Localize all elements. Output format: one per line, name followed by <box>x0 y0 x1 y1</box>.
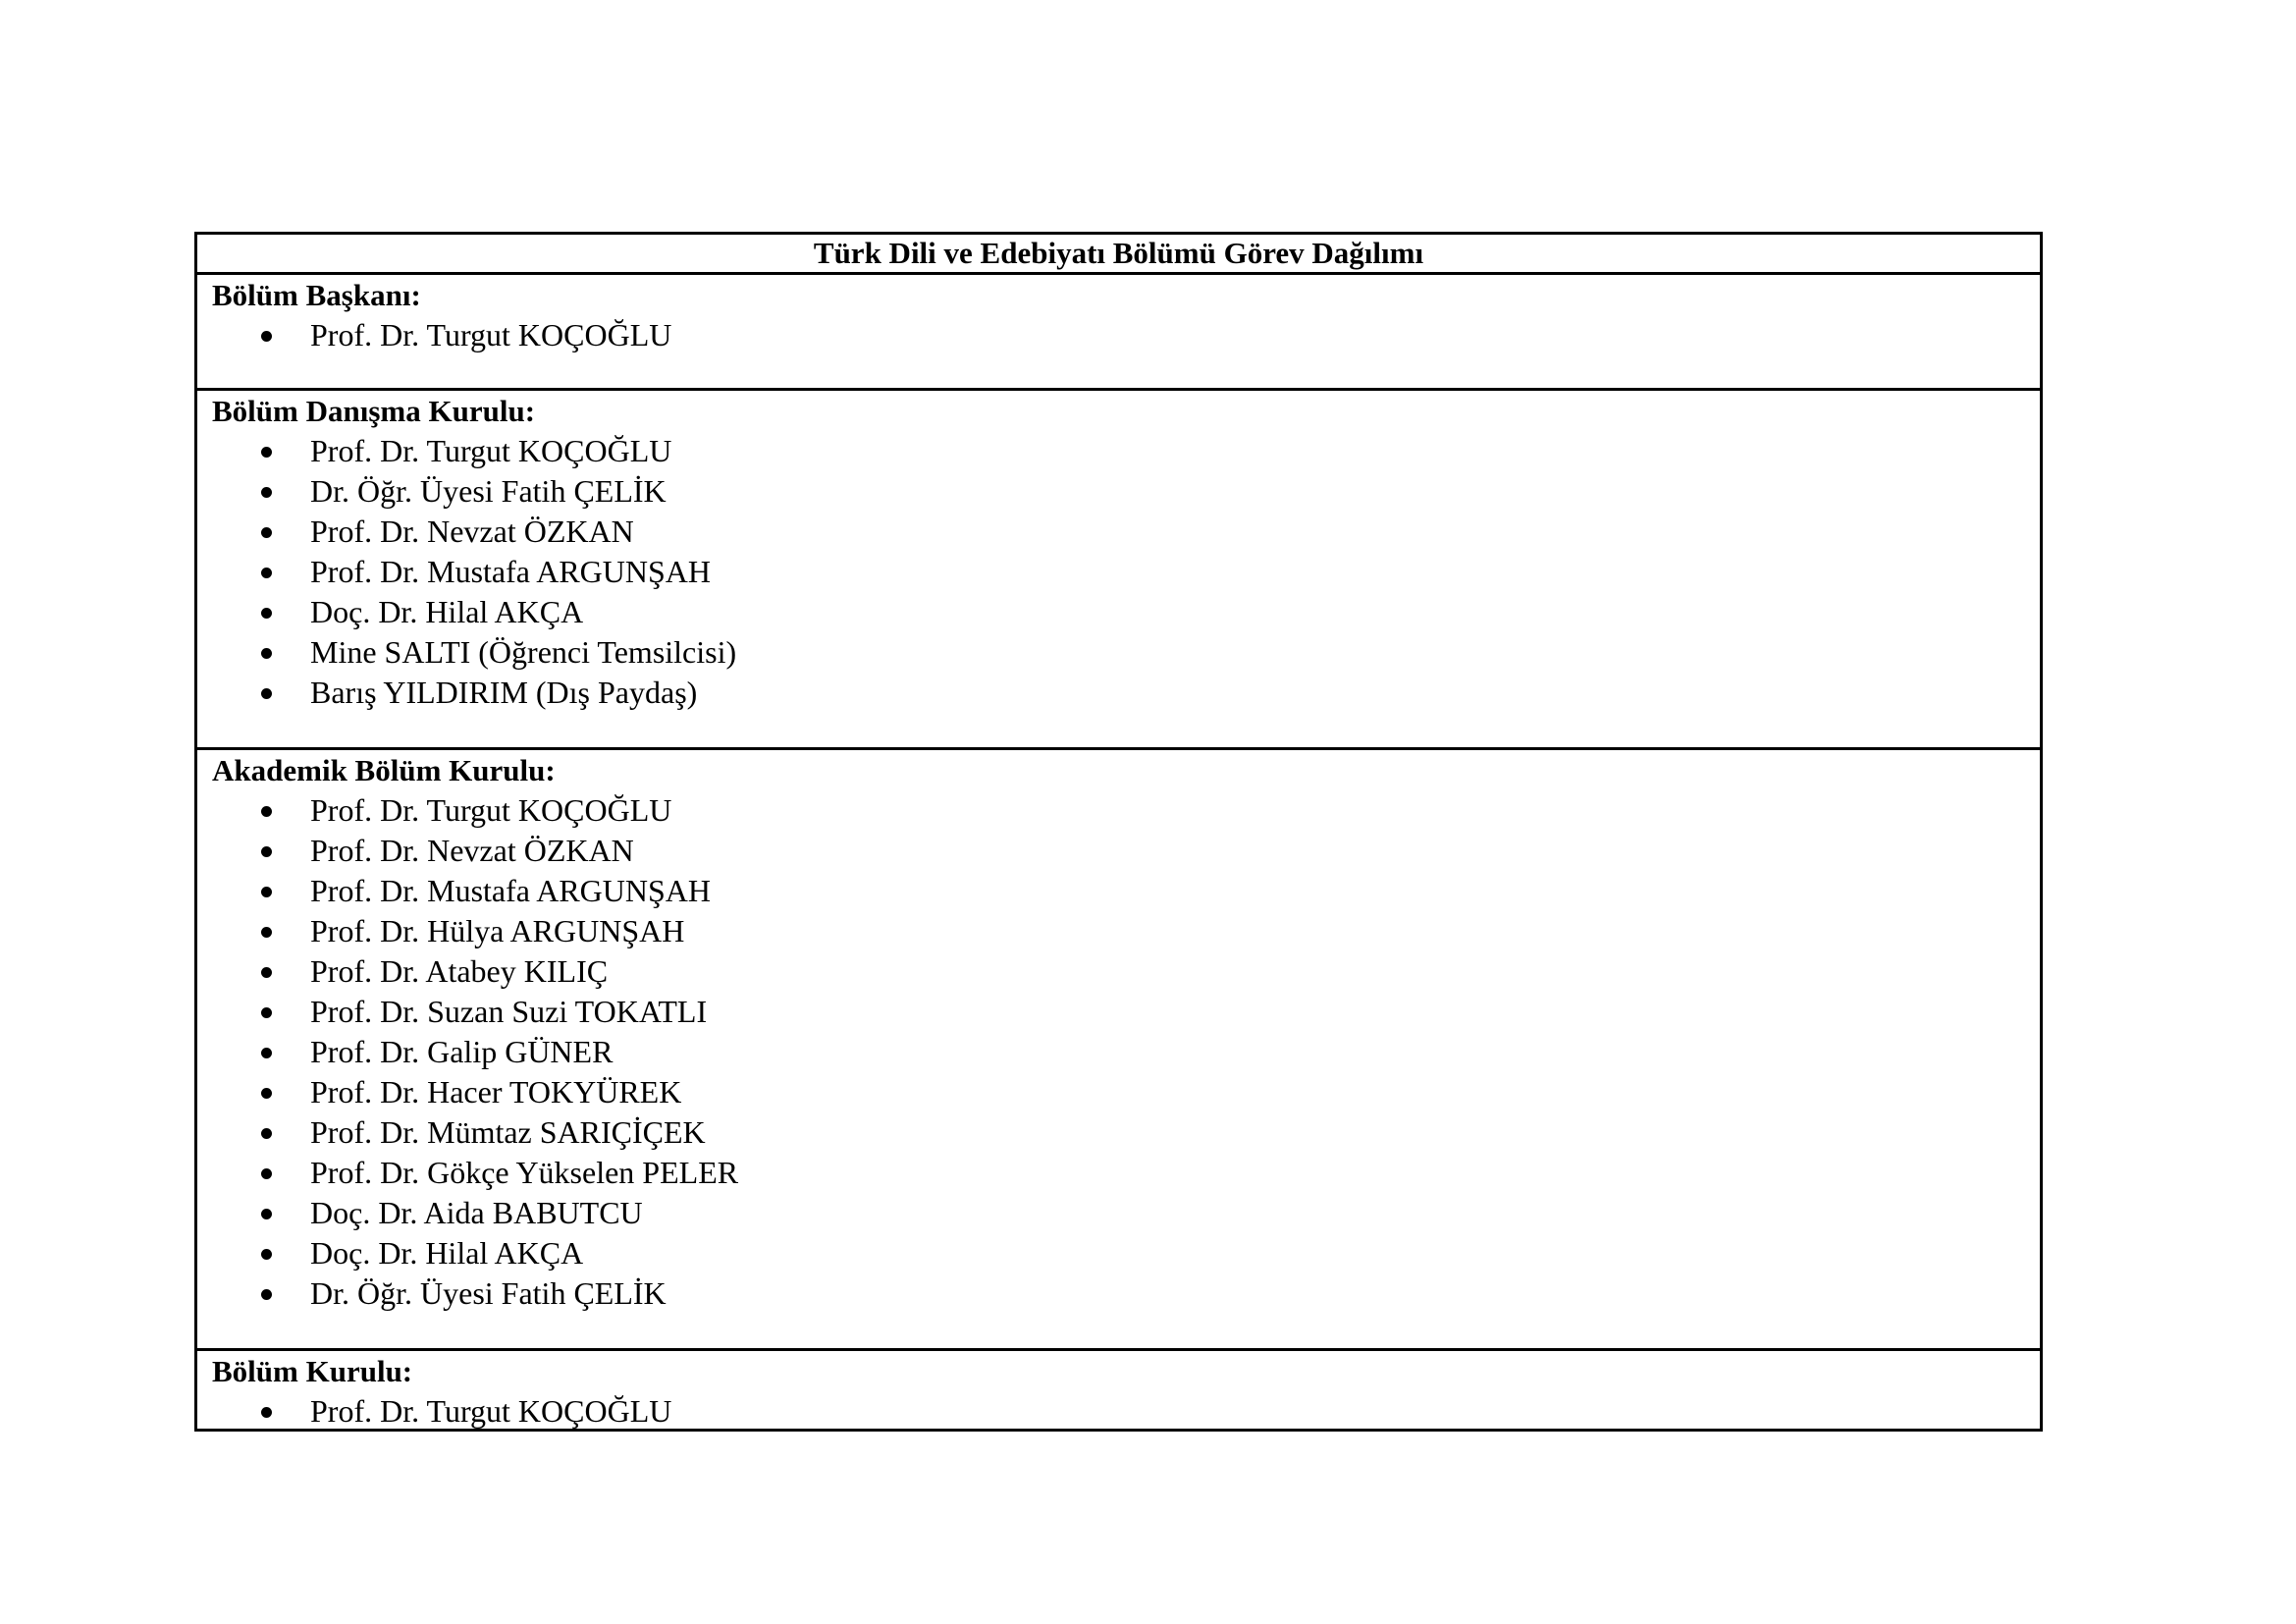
bullet-icon <box>261 568 272 578</box>
member-name: Prof. Dr. Suzan Suzi TOKATLI <box>310 994 708 1029</box>
member-name: Prof. Dr. Nevzat ÖZKAN <box>310 514 634 549</box>
member-list <box>212 431 2040 713</box>
member-name: Dr. Öğr. Üyesi Fatih ÇELİK <box>310 1275 667 1311</box>
member-name: Prof. Dr. Turgut KOÇOĞLU <box>310 433 672 468</box>
section-department-board <box>197 1351 2040 1429</box>
member-name: Prof. Dr. Mustafa ARGUNŞAH <box>310 873 711 908</box>
table-title: Türk Dili ve Edebiyatı Bölümü Görev Dağılımı <box>197 235 2040 275</box>
member-name: Prof. Dr. Turgut KOÇOĞLU <box>310 1393 672 1429</box>
member-name: Prof. Dr. Atabey KILIÇ <box>310 953 609 989</box>
member-list-item <box>212 911 2040 951</box>
member-list-item <box>212 1391 2040 1432</box>
section-heading: Bölüm Kurulu: <box>212 1354 413 1388</box>
member-name: Mine SALTI (Öğrenci Temsilcisi) <box>310 634 737 670</box>
bullet-icon <box>261 806 272 817</box>
member-list-item <box>212 992 2040 1032</box>
section-heading: Bölüm Danışma Kurulu: <box>212 394 536 428</box>
member-list-item <box>212 673 2040 713</box>
bullet-icon <box>261 487 272 498</box>
member-name: Prof. Dr. Turgut KOÇOĞLU <box>310 792 672 828</box>
member-name: Prof. Dr. Mümtaz SARIÇİÇEK <box>310 1114 706 1150</box>
bullet-icon <box>261 1289 272 1300</box>
member-list-item <box>212 1193 2040 1233</box>
section-department-head <box>197 275 2040 391</box>
member-list-item <box>212 1233 2040 1273</box>
bullet-icon <box>261 927 272 938</box>
bullet-icon <box>261 608 272 619</box>
bullet-icon <box>261 1209 272 1219</box>
member-name: Barış YILDIRIM (Dış Paydaş) <box>310 675 698 710</box>
bullet-icon <box>261 1007 272 1018</box>
bullet-icon <box>261 846 272 857</box>
member-list-item <box>212 790 2040 831</box>
member-list <box>212 315 2040 355</box>
member-name: Prof. Dr. Mustafa ARGUNŞAH <box>310 554 711 589</box>
member-list-item <box>212 951 2040 992</box>
member-list-item <box>212 552 2040 592</box>
member-list-item <box>212 431 2040 471</box>
member-list-item <box>212 512 2040 552</box>
member-list-item <box>212 1153 2040 1193</box>
member-list <box>212 1391 2040 1432</box>
member-name: Doç. Dr. Hilal AKÇA <box>310 594 584 629</box>
bullet-icon <box>261 1249 272 1260</box>
member-list-item <box>212 1072 2040 1112</box>
member-name: Dr. Öğr. Üyesi Fatih ÇELİK <box>310 473 667 509</box>
member-list-item <box>212 1032 2040 1072</box>
bullet-icon <box>261 648 272 659</box>
duty-distribution-table <box>194 232 2043 1432</box>
bullet-icon <box>261 1048 272 1058</box>
member-name: Prof. Dr. Hacer TOKYÜREK <box>310 1074 682 1110</box>
bullet-icon <box>261 688 272 699</box>
member-name: Doç. Dr. Hilal AKÇA <box>310 1235 584 1271</box>
member-list-item <box>212 471 2040 512</box>
bullet-icon <box>261 447 272 458</box>
section-heading: Akademik Bölüm Kurulu: <box>212 753 556 787</box>
member-list-item <box>212 831 2040 871</box>
member-name: Prof. Dr. Hülya ARGUNŞAH <box>310 913 685 948</box>
bullet-icon <box>261 967 272 978</box>
member-name: Prof. Dr. Turgut KOÇOĞLU <box>310 317 672 352</box>
member-name: Doç. Dr. Aida BABUTCU <box>310 1195 643 1230</box>
member-list-item <box>212 592 2040 632</box>
bullet-icon <box>261 1168 272 1179</box>
section-advisory-board <box>197 391 2040 750</box>
bullet-icon <box>261 1088 272 1099</box>
section-heading: Bölüm Başkanı: <box>212 278 421 312</box>
member-list-item <box>212 871 2040 911</box>
member-name: Prof. Dr. Gökçe Yükselen PELER <box>310 1155 739 1190</box>
member-name: Prof. Dr. Galip GÜNER <box>310 1034 614 1069</box>
bullet-icon <box>261 1407 272 1418</box>
member-list-item <box>212 1273 2040 1314</box>
bullet-icon <box>261 331 272 342</box>
bullet-icon <box>261 887 272 897</box>
member-list <box>212 790 2040 1314</box>
member-name: Prof. Dr. Nevzat ÖZKAN <box>310 833 634 868</box>
bullet-icon <box>261 527 272 538</box>
bullet-icon <box>261 1128 272 1139</box>
member-list-item <box>212 632 2040 673</box>
member-list-item <box>212 315 2040 355</box>
section-academic-board <box>197 750 2040 1351</box>
member-list-item <box>212 1112 2040 1153</box>
